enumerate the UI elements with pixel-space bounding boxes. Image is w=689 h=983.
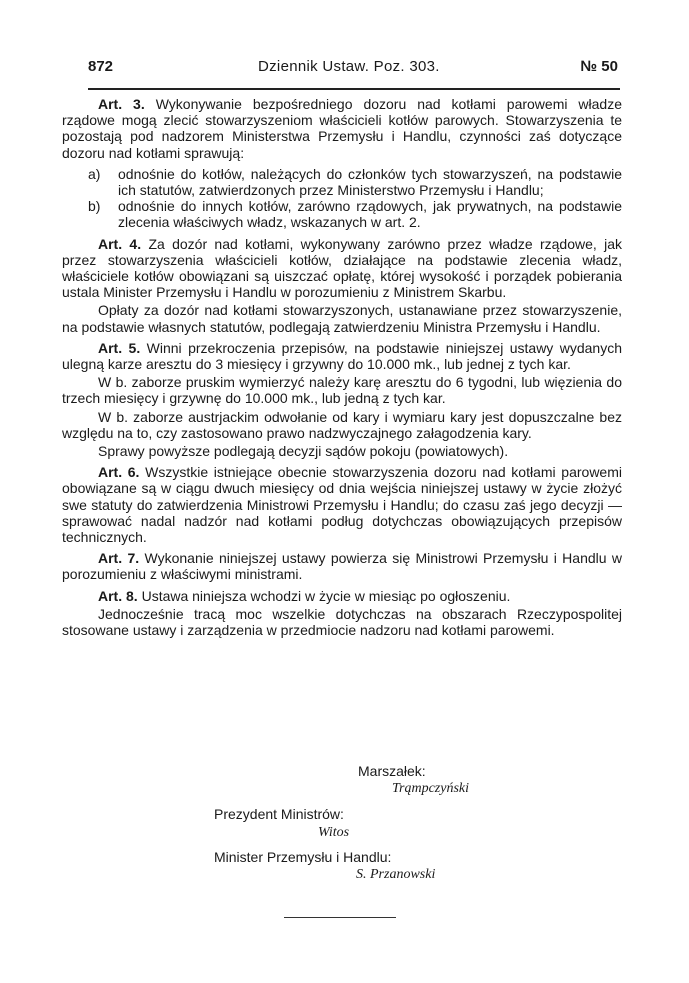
- article-label: Art. 6.: [98, 464, 140, 481]
- article-text: Wykonywanie bezpośredniego dozoru nad kotłami parowemi władze rządowe mogą zlecić stowarzyszeniom właścicieli kotłów parowych. Stowarzyszenia te pozostają pod nadzorem Ministerstwa Przemysłu i Handlu, czynności zaś dotyczące dozoru nad kotłami sprawują:: [62, 96, 622, 161]
- issue-number: № 50: [580, 58, 618, 75]
- list-item-text: odnośnie do kotłów, należących do członków tych stowarzyszeń, na podstawie ich statutów, zatwierdzonych przez Ministerstwo Przemysłu i Handlu;: [118, 165, 622, 199]
- document-body: [62, 96, 622, 643]
- minister-title: Minister Przemysłu i Handlu:: [214, 849, 392, 865]
- marshal-title: Marszałek:: [358, 763, 426, 779]
- article-label: Art. 3.: [98, 96, 145, 112]
- article-3: [62, 96, 622, 161]
- prime-minister-title: Prezydent Ministrów:: [214, 806, 344, 822]
- article-label: Art. 5.: [98, 339, 141, 356]
- header-rule: [88, 88, 620, 90]
- article-label: Art. 4.: [98, 235, 142, 252]
- list-item-text: odnośnie do innych kotłów, zarówno rządowych, jak prywatnych, na podstawie zlecenia właściwych władz, wskazanych w art. 2.: [118, 198, 622, 231]
- journal-title: Dziennik Ustaw. Poz. 303.: [258, 58, 440, 75]
- page-number: 872: [88, 58, 114, 75]
- prime-minister-signature: Witos: [318, 825, 350, 840]
- marshal-signature: Trąmpczyński: [392, 781, 469, 796]
- article-4-paragraph-2: Opłaty za dozór nad kotłami stowarzyszonych, ustanawiane przez stowarzyszenie, na podstawie własnych statutów, podlegają zatwierdzeniu Ministra Przemysłu i Handlu.: [62, 302, 622, 335]
- article-text: Wszystkie istniejące obecnie stowarzyszenia dozoru nad kotłami parowemi obowiązane są w ciągu dwuch miesięcy od dnia wejścia niniejszej ustawy w życie złożyć swe statuty do zatwierdzenia Ministrowi Przemysłu i Handlu; do czasu zaś jego decyzji — sprawować nadal nadzór nad kotłami podług dotychczas obowiązujących przepisów technicznych.: [62, 464, 622, 546]
- article-5-paragraph-3: W b. zaborze austrjackim odwołanie od kary i wymiaru kary jest dopuszczalne bez względu na to, czy zastosowano prawo nadzwyczajnego załagodzenia kary.: [62, 408, 622, 441]
- article-text: Winni przekroczenia przepisów, na podstawie niniejszej ustawy wydanych ulegną karze aresztu do 3 miesięcy i grzywny do 10.000 mk., lub jednej z tych kar.: [62, 339, 622, 373]
- list-item-a: [62, 166, 622, 198]
- list-item-b: [62, 198, 622, 230]
- list-item-label: a): [88, 165, 101, 182]
- article-6: [62, 464, 622, 545]
- article-5-paragraph-4: Sprawy powyższe podlegają decyzji sądów pokoju (powiatowych).: [98, 443, 509, 460]
- article-label: Art. 8.: [98, 587, 138, 604]
- page-header: [88, 58, 620, 80]
- bottom-rule: [284, 917, 396, 918]
- article-text: Ustawa niniejsza wchodzi w życie w miesiąc po ogłoszeniu.: [141, 587, 511, 604]
- article-8: [62, 588, 622, 604]
- article-text: Za dozór nad kotłami, wykonywany zarówno przez władze rządowe, jak przez stowarzyszenia właścicieli kotłów, działające na podstawie zlecenia władz, właściciele kotłów obowiązani są uiszczać opłatę, której wysokość i porządek pobierania ustala Minister Przemysłu i Handlu w porozumieniu z Ministrem Skarbu.: [62, 235, 623, 301]
- article-5: [62, 340, 622, 372]
- minister-signature: S. Przanowski: [356, 867, 436, 882]
- article-text: Wykonanie niniejszej ustawy powierza się Ministrowi Przemysłu i Handlu w porozumieniu z właściwymi ministrami.: [62, 550, 622, 583]
- article-5-paragraph-2: W b. zaborze pruskim wymierzyć należy karę aresztu do 6 tygodni, lub więzienia do trzech miesięcy i grzywnę do 10.000 mk., lub jedną z tych kar.: [62, 374, 622, 407]
- article-label: Art. 7.: [98, 550, 140, 567]
- article-8-paragraph-2: Jednocześnie tracą moc wszelkie dotychczas na obszarach Rzeczypospolitej stosowane ustawy i zarządzenia w przedmiocie nadzoru nad kotłami parowemi.: [62, 605, 622, 639]
- list-item-label: b): [88, 198, 101, 215]
- article-4: [62, 236, 622, 301]
- article-7: [62, 550, 622, 582]
